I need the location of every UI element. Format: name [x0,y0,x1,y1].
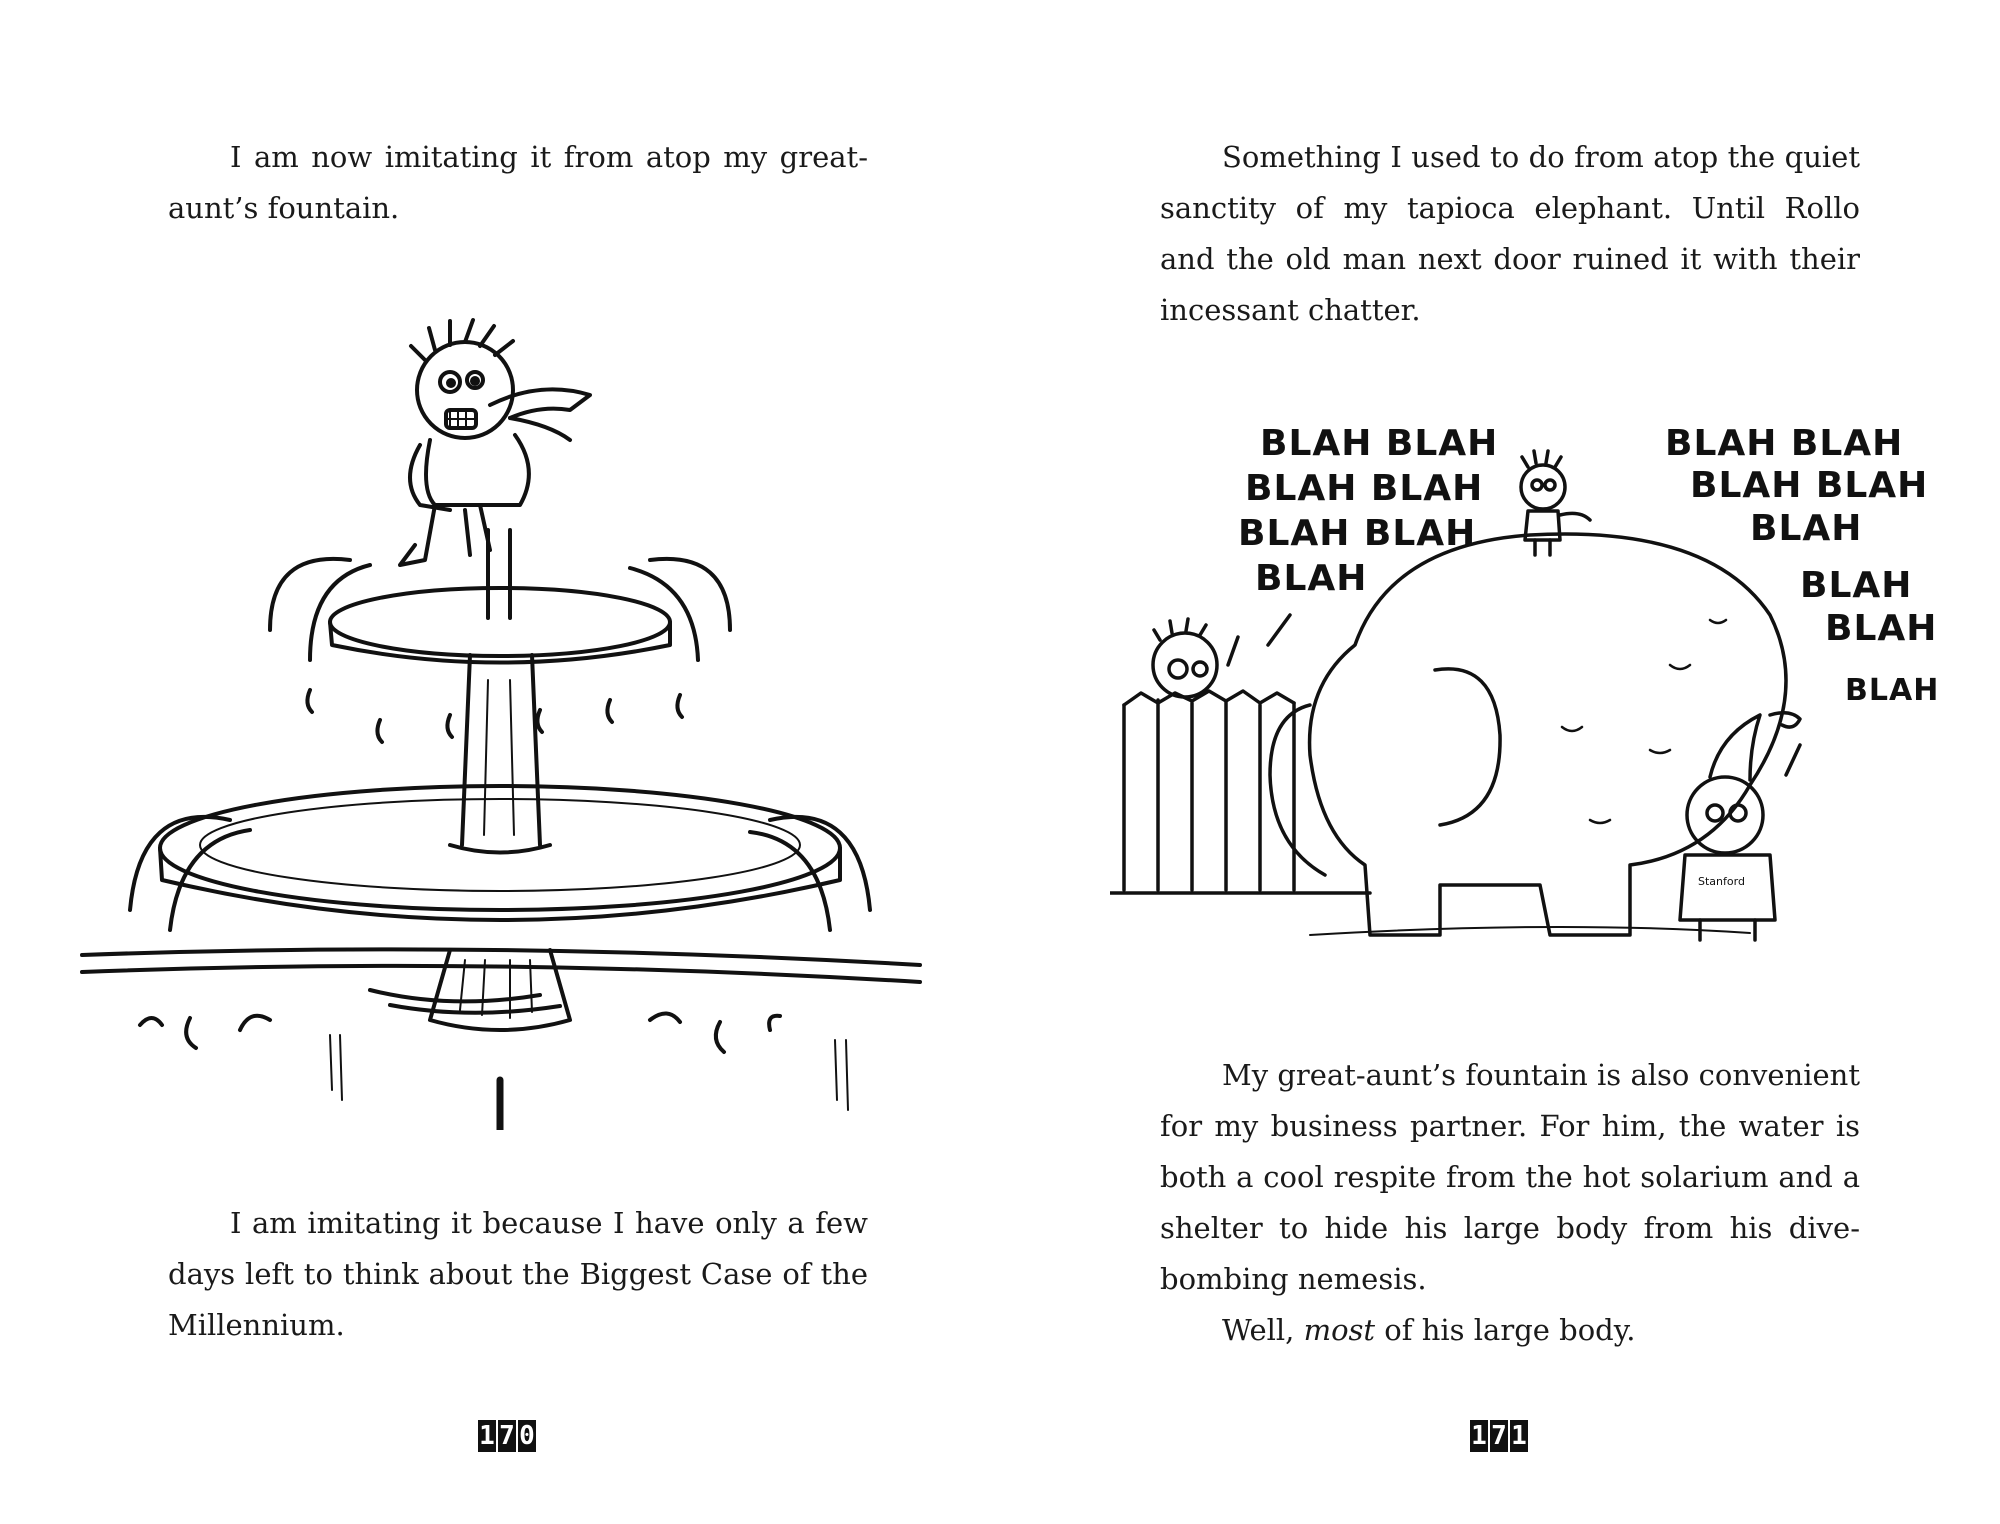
speech-text: BLAH [1800,565,1913,606]
shirt-text: Stanford [1698,875,1745,888]
right-top-text [1160,132,1860,336]
page-number [1470,1420,1528,1452]
speech-text: BLAH [1825,608,1938,649]
page-number-digit: 1 [1471,1421,1487,1451]
text-span: of his large body. [1375,1313,1636,1347]
fountain-illustration [70,300,930,1130]
paragraph: I am now imitating it from atop my great-aunt’s fountain. [168,140,868,225]
speech-text: BLAH BLAH [1238,513,1477,554]
page-number [478,1420,536,1452]
speech-text: BLAH [1845,673,1940,708]
paragraph-last [1160,1305,1860,1356]
speech-text: BLAH [1255,558,1368,599]
speech-text: BLAH BLAH [1690,465,1929,506]
right-page [1000,0,2000,1524]
page-number-digit: 1 [479,1421,495,1451]
left-top-text [168,132,868,234]
paragraph: I am imitating it because I have only a few days left to think about the Biggest Case of the Millennium. [168,1206,868,1342]
left-bottom-text [168,1198,868,1351]
paragraph: My great-aunt’s fountain is also convenient for my business partner. For him, the water is both a cool respite from the hot solarium and a shelter to hide his large body from his dive-bombing nemesis. [1160,1058,1860,1296]
page-number-digit: 7 [1491,1421,1507,1451]
page-number-digit: 0 [519,1421,535,1451]
emphasis-text: most [1303,1313,1376,1347]
speech-text: BLAH BLAH [1245,468,1484,509]
page-number-digit: 7 [499,1421,515,1451]
paragraph: Something I used to do from atop the quiet sanctity of my tapioca elephant. Until Rollo and the old man next door ruined it with their incessant chatter. [1160,140,1860,327]
elephant-illustration [1110,415,1940,960]
page-number-digit: 1 [1511,1421,1527,1451]
text-span: Well, [1222,1313,1304,1347]
speech-text: BLAH BLAH [1260,423,1499,464]
speech-text: BLAH [1750,508,1863,549]
speech-text: BLAH BLAH [1665,423,1904,464]
right-bottom-text [1160,1050,1860,1356]
